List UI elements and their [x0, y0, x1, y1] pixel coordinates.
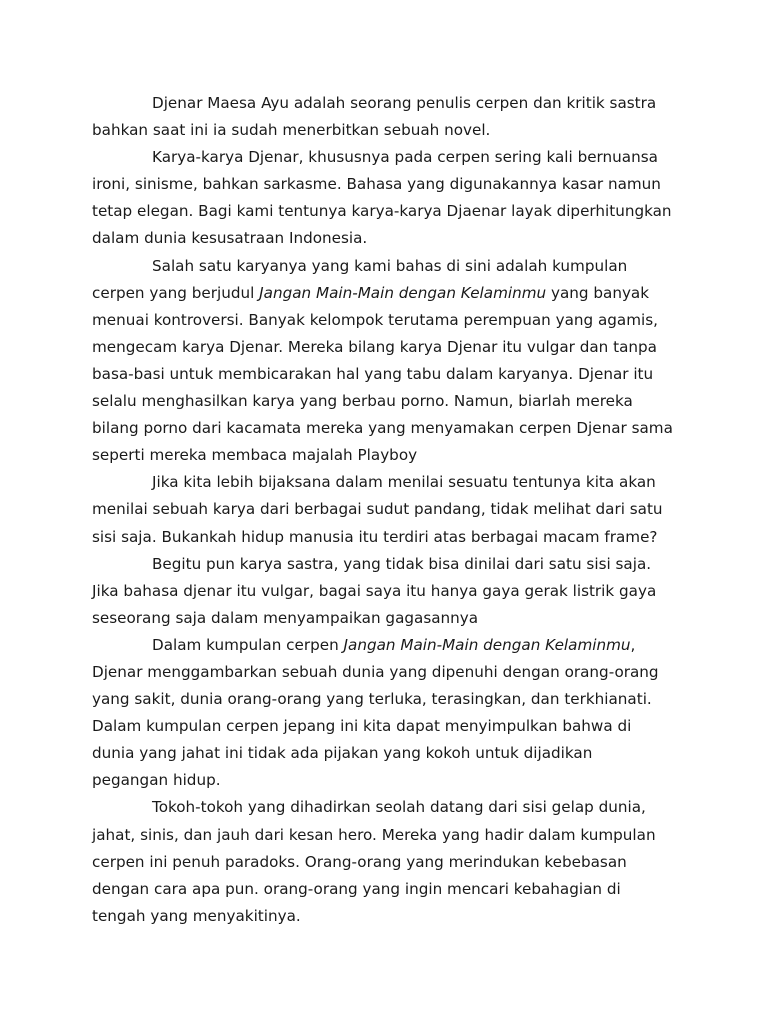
paragraph [92, 90, 687, 144]
document-body [92, 90, 687, 930]
text-line: Dalam kumpulan cerpen jepang ini kita dapat menyimpulkan bahwa di [92, 717, 632, 736]
text-line: Djenar menggambarkan sebuah dunia yang dipenuhi dengan orang-orang [92, 662, 659, 681]
text-line: Jika kita lebih bijaksana dalam menilai sesuatu tentunya kita akan [152, 473, 656, 492]
text-line: Salah satu karyanya yang kami bahas di sini adalah kumpulan [152, 256, 628, 275]
text-line: seperti mereka membaca majalah Playboy [92, 446, 418, 465]
text-line: cerpen ini penuh paradoks. Orang-orang yang merindukan kebebasan [92, 852, 627, 871]
text-line: Jika bahasa djenar itu vulgar, bagai saya itu hanya gaya gerak listrik gaya [92, 581, 657, 600]
text-line: Djenar Maesa Ayu adalah seorang penulis cerpen dan kritik sastra [152, 94, 657, 112]
paragraph [92, 794, 687, 929]
text-line: mengecam karya Djenar. Mereka bilang karya Djenar itu vulgar dan tanpa [92, 337, 657, 356]
book-title: Jangan Main-Main dengan Kelaminmu [343, 635, 631, 654]
text-line: jahat, sinis, dan jauh dari kesan hero. Mereka yang hadir dalam kumpulan [92, 825, 656, 844]
text-line: basa-basi untuk membicarakan hal yang tabu dalam karyanya. Djenar itu [92, 364, 654, 383]
text-line: bilang porno dari kacamata mereka yang menyamakan cerpen Djenar sama [92, 419, 673, 438]
text-line: ironi, sinisme, bahkan sarkasme. Bahasa yang digunakannya kasar namun [92, 175, 661, 194]
book-title: Jangan Main-Main dengan Kelaminmu [259, 283, 547, 302]
text-line: Begitu pun karya sastra, yang tidak bisa dinilai dari satu sisi saja. [152, 554, 652, 573]
text-line: selalu menghasilkan karya yang berbau porno. Namun, biarlah mereka [92, 392, 633, 411]
text-line [92, 632, 687, 659]
text-line: Tokoh-tokoh yang dihadirkan seolah datang dari sisi gelap dunia, [152, 798, 646, 817]
text-line: yang sakit, dunia orang-orang yang terluka, terasingkan, dan terkhianati. [92, 690, 652, 709]
paragraph [92, 253, 687, 470]
text-line: Karya-karya Djenar, khususnya pada cerpen sering kali bernuansa [152, 148, 658, 167]
text-line: menilai sebuah karya dari berbagai sudut pandang, tidak melihat dari satu [92, 500, 663, 519]
text-line: dunia yang jahat ini tidak ada pijakan yang kokoh untuk dijadikan [92, 744, 593, 763]
text-line: dengan cara apa pun. orang-orang yang ingin mencari kebahagian di [92, 879, 621, 898]
text-segment: yang banyak [546, 283, 650, 302]
paragraph [92, 469, 687, 550]
paragraph [92, 144, 687, 252]
text-line: bahkan saat ini ia sudah menerbitkan sebuah novel. [92, 121, 491, 140]
text-line [92, 280, 687, 307]
text-line: seseorang saja dalam menyampaikan gagasannya [92, 608, 479, 627]
text-line: pegangan hidup. [92, 771, 221, 790]
text-line: tetap elegan. Bagi kami tentunya karya-karya Djaenar layak diperhitungkan [92, 202, 672, 221]
text-segment: , [630, 635, 636, 654]
paragraph [92, 551, 687, 632]
text-line: dalam dunia kesusatraan Indonesia. [92, 229, 368, 248]
text-segment: cerpen yang berjudul [92, 283, 260, 302]
text-line: sisi saja. Bukankah hidup manusia itu terdiri atas berbagai macam frame? [92, 527, 658, 546]
text-line: tengah yang menyakitinya. [92, 906, 301, 925]
text-segment: Dalam kumpulan cerpen [152, 635, 344, 654]
text-line: menuai kontroversi. Banyak kelompok terutama perempuan yang agamis, [92, 310, 658, 329]
paragraph [92, 632, 687, 795]
